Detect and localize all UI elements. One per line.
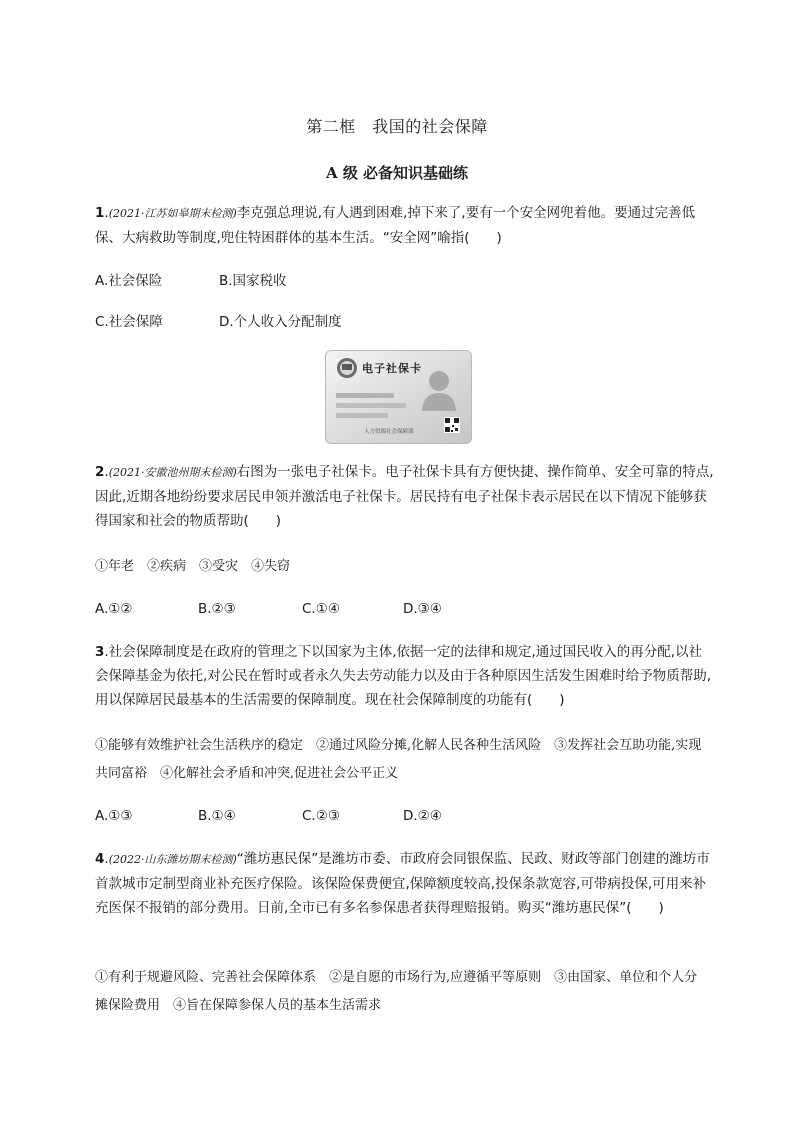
option-c: C.②③ xyxy=(302,808,340,824)
question-number: 2 xyxy=(95,464,105,480)
question-2-options xyxy=(95,599,442,619)
question-1-options-row-2 xyxy=(95,312,342,332)
question-source: (2022·山东潍坊期末检测) xyxy=(108,853,237,866)
question-source: (2021·江苏如皋期末检测) xyxy=(108,207,237,220)
question-2: 2.(2021·安徽池州期末检测)右图为一张电子社保卡。电子社保卡具有方便快捷、操作简单、安全可靠的特点,因此,近期各地纷纷要求居民申领并激活电子社保卡。居民持有电子社保卡表示居民在以下情况下能够获得国家和社会的物质帮助( ) xyxy=(95,464,714,529)
question-stem: 李克强总理说,有人遇到困难,掉下来了,要有一个安全网兜着他。要通过完善低保、大病救助等制度,兜住特困群体的基本生活。“安全网”喻指( ) xyxy=(95,205,696,246)
option-b: B.国家税收 xyxy=(219,273,287,289)
question-stem: 社会保障制度是在政府的管理之下以国家为主体,依据一定的法律和规定,通过国民收入的再分配,以社会保障基金为依托,对公民在暂时或者永久失去劳动能力以及由于各种原因生活发生困难时给予物质帮助,用以保障居民最基本的生活需要的保障制度。现在社会保障制度的功能有( ) xyxy=(95,644,712,708)
card-title: 电子社保卡 xyxy=(362,362,422,375)
option-d: D.个人收入分配制度 xyxy=(219,314,342,330)
question-number: 3 xyxy=(95,644,105,660)
option-b: B.①④ xyxy=(198,808,236,824)
option-d: D.②④ xyxy=(403,808,442,824)
question-4: 4.(2022·山东潍坊期末检测)“潍坊惠民保”是潍坊市委、市政府会同银保监、民政、财政等部门创建的潍坊市首款城市定制型商业补充医疗保险。该保险保费便宜,保障额度较高,投保条款宽容,可带病投保,可用来补充医保不报销的部分费用。日前,全市已有多名参保患者获得理赔报销。购买“潍坊惠民保”( ) xyxy=(95,851,710,916)
option-c: C.社会保障 xyxy=(95,314,163,330)
question-3-items: ①能够有效维护社会生活秩序的稳定 ②通过风险分摊,化解人民各种生活风险 ③发挥社会互助功能,实现共同富裕 ④化解社会矛盾和冲突,促进社会公平正义 xyxy=(95,738,702,781)
emblem-icon xyxy=(337,358,357,378)
question-number: 4 xyxy=(95,851,105,867)
option-c: C.①④ xyxy=(302,601,340,617)
section-level-heading: A 级 必备知识基础练 xyxy=(325,164,469,182)
page-title: 第二框 我国的社会保障 xyxy=(306,117,488,136)
question-stem: 右图为一张电子社保卡。电子社保卡具有方便快捷、操作简单、安全可靠的特点,因此,近期各地纷纷要求居民申领并激活电子社保卡。居民持有电子社保卡表示居民在以下情况下能够获得国家和社会的物质帮助( ) xyxy=(95,464,714,529)
question-1-options-row-1 xyxy=(95,271,287,291)
question-source: (2021·安徽池州期末检测) xyxy=(108,466,237,479)
option-a: A.社会保险 xyxy=(95,273,163,289)
question-stem: “潍坊惠民保”是潍坊市委、市政府会同银保监、民政、财政等部门创建的潍坊市首款城市定制型商业补充医疗保险。该保险保费便宜,保障额度较高,投保条款宽容,可带病投保,可用来补充医保不报销的部分费用。日前,全市已有多名参保患者获得理赔报销。购买“潍坊惠民保”( ) xyxy=(95,851,710,916)
question-3: 3.社会保障制度是在政府的管理之下以国家为主体,依据一定的法律和规定,通过国民收入的再分配,以社会保障基金为依托,对公民在暂时或者永久失去劳动能力以及由于各种原因生活发生困难时给予物质帮助,用以保障居民最基本的生活需要的保障制度。现在社会保障制度的功能有( ) xyxy=(95,644,712,708)
question-3-options xyxy=(95,806,442,826)
option-a: A.①② xyxy=(95,601,133,617)
option-a: A.①③ xyxy=(95,808,133,824)
option-d: D.③④ xyxy=(403,601,442,617)
social-security-card-image xyxy=(325,350,472,444)
qr-code-icon xyxy=(444,417,460,433)
question-1: 1.(2021·江苏如皋期末检测)李克强总理说,有人遇到困难,掉下来了,要有一个安全网兜着他。要通过完善低保、大病救助等制度,兜住特困群体的基本生活。“安全网”喻指( ) xyxy=(95,205,696,246)
card-footer: 人力资源社会保障部 xyxy=(364,429,414,435)
option-b: B.②③ xyxy=(198,601,236,617)
question-number: 1 xyxy=(95,205,105,221)
question-2-items: ①年老 ②疾病 ③受灾 ④失窃 xyxy=(95,559,291,574)
question-4-items: ①有利于规避风险、完善社会保障体系 ②是自愿的市场行为,应遵循平等原则 ③由国家、单位和个人分摊保险费用 ④旨在保障参保人员的基本生活需求 xyxy=(95,970,698,1013)
